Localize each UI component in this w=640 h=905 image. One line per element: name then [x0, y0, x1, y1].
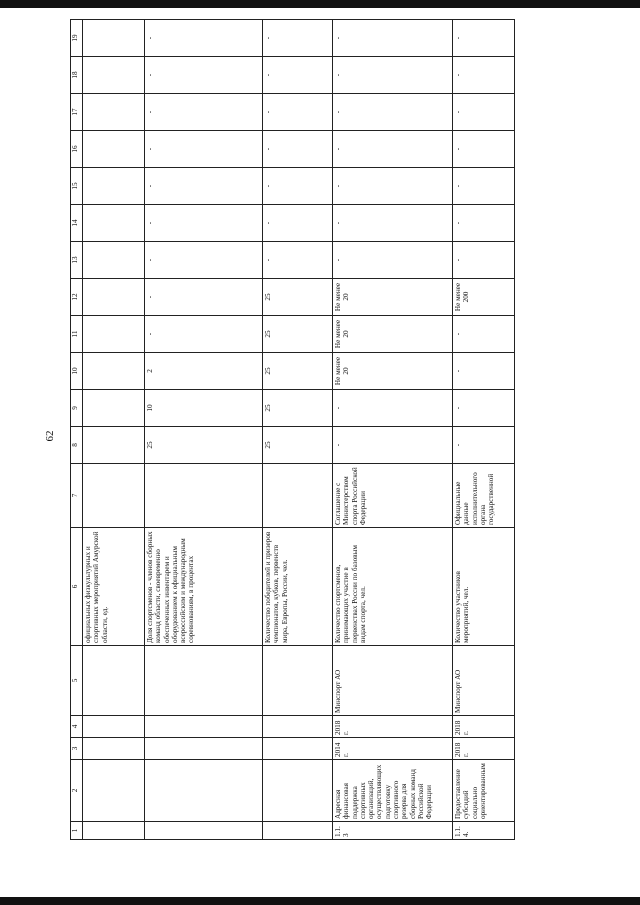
cell-value — [83, 57, 145, 94]
cell-value: - — [333, 390, 453, 427]
cell-value: - — [145, 94, 263, 131]
cell-value: 10 — [145, 390, 263, 427]
cell-value — [83, 427, 145, 464]
cell-value — [83, 20, 145, 57]
cell-value: - — [453, 353, 515, 390]
program-table — [70, 19, 515, 840]
column-number: 16 — [71, 131, 83, 168]
cell-c2 — [145, 760, 263, 822]
cell-value: - — [145, 279, 263, 316]
cell-value: 25 — [263, 316, 333, 353]
cell-value: - — [145, 205, 263, 242]
cell-c3: 2018 г. — [453, 738, 515, 760]
column-number-row — [71, 20, 83, 840]
cell-value: - — [453, 205, 515, 242]
cell-c4 — [263, 716, 333, 738]
cell-value: - — [453, 390, 515, 427]
cell-value — [83, 390, 145, 427]
cell-c7: Официальные данные исполнительного органа государственной — [453, 464, 515, 528]
cell-value: - — [145, 168, 263, 205]
column-number: 8 — [71, 427, 83, 464]
cell-value: Не менее 20 — [333, 353, 453, 390]
cell-value: - — [333, 20, 453, 57]
cell-value: - — [333, 205, 453, 242]
cell-value — [83, 316, 145, 353]
cell-value: - — [453, 57, 515, 94]
cell-value: - — [145, 20, 263, 57]
scan-edge-bottom — [0, 897, 640, 905]
cell-value: - — [333, 427, 453, 464]
cell-value: - — [263, 205, 333, 242]
cell-value: 25 — [263, 279, 333, 316]
cell-value: - — [333, 131, 453, 168]
cell-c6: Количество участников мероприятий, чел. — [453, 528, 515, 646]
column-number: 17 — [71, 94, 83, 131]
cell-value: - — [453, 427, 515, 464]
column-number: 7 — [71, 464, 83, 528]
column-number: 11 — [71, 316, 83, 353]
column-number: 15 — [71, 168, 83, 205]
cell-value: - — [263, 94, 333, 131]
cell-value: 25 — [263, 353, 333, 390]
cell-value: - — [145, 242, 263, 279]
cell-value — [83, 279, 145, 316]
cell-value: - — [453, 316, 515, 353]
scan-edge-top — [0, 0, 640, 8]
cell-c6: Количество спортсменов, принимающих участие в первенствах России по базовым видам спорта, чел. — [333, 528, 453, 646]
cell-value: 25 — [263, 390, 333, 427]
cell-c5 — [263, 646, 333, 716]
table-row — [333, 20, 453, 840]
cell-value: 2 — [145, 353, 263, 390]
column-number: 12 — [71, 279, 83, 316]
table-row — [83, 20, 145, 840]
cell-c3 — [263, 738, 333, 760]
table-row — [263, 20, 333, 840]
column-number: 1 — [71, 822, 83, 840]
cell-value: - — [333, 168, 453, 205]
cell-value: - — [453, 94, 515, 131]
column-number: 3 — [71, 738, 83, 760]
cell-c5 — [145, 646, 263, 716]
cell-value: Не менее 20 — [333, 316, 453, 353]
cell-c1 — [263, 822, 333, 840]
column-number: 4 — [71, 716, 83, 738]
column-number: 14 — [71, 205, 83, 242]
cell-c4 — [145, 716, 263, 738]
cell-value: - — [333, 242, 453, 279]
cell-value: - — [453, 20, 515, 57]
cell-c3: 2014 г. — [333, 738, 453, 760]
cell-c5: Минспорт АО — [333, 646, 453, 716]
cell-value — [83, 353, 145, 390]
cell-value: - — [263, 242, 333, 279]
cell-c4: 2018 г. — [453, 716, 515, 738]
cell-value: - — [453, 242, 515, 279]
cell-value: 25 — [145, 427, 263, 464]
column-number: 10 — [71, 353, 83, 390]
cell-c2 — [263, 760, 333, 822]
cell-value: - — [145, 131, 263, 168]
cell-c3 — [145, 738, 263, 760]
cell-c6: Количество победителей и призеров чемпионатов, кубков, первенств мира, Европы, России, чел. — [263, 528, 333, 646]
cell-value: - — [333, 94, 453, 131]
page-number: 62 — [44, 430, 56, 442]
table-row — [145, 20, 263, 840]
cell-value: - — [145, 57, 263, 94]
column-number: 2 — [71, 760, 83, 822]
cell-value: - — [263, 20, 333, 57]
column-number: 13 — [71, 242, 83, 279]
cell-value — [83, 94, 145, 131]
cell-c2 — [83, 760, 145, 822]
column-number: 18 — [71, 57, 83, 94]
cell-value: Не менее 20 — [333, 279, 453, 316]
cell-value — [83, 242, 145, 279]
column-number: 6 — [71, 528, 83, 646]
cell-value: - — [263, 57, 333, 94]
cell-c2: Адресная финансовая поддержка спортивных организаций, осуществляющих подготовку спортивного резерва для сборных команд Российской Федерации — [333, 760, 453, 822]
cell-c1 — [83, 822, 145, 840]
cell-value — [83, 168, 145, 205]
cell-value: - — [145, 316, 263, 353]
table-row — [453, 20, 515, 840]
cell-c1 — [145, 822, 263, 840]
cell-value: - — [333, 57, 453, 94]
cell-c6: официальных физкультурных и спортивных мероприятий Амурской области, ед. — [83, 528, 145, 646]
cell-c5: Минспорт АО — [453, 646, 515, 716]
cell-c7 — [83, 464, 145, 528]
cell-c6: Доля спортсменов - членов сборных команд области, своевременно обеспеченных инвентарем и оборудованием к официальным всероссийским и международным соревнованиям, в процентах — [145, 528, 263, 646]
cell-value: - — [263, 131, 333, 168]
cell-c1: 1.1.4. — [453, 822, 515, 840]
cell-c4: 2018 г. — [333, 716, 453, 738]
cell-value — [83, 131, 145, 168]
cell-c1: 1.1.3 — [333, 822, 453, 840]
cell-value: - — [263, 168, 333, 205]
cell-c7 — [145, 464, 263, 528]
cell-c3 — [83, 738, 145, 760]
cell-value — [83, 205, 145, 242]
cell-c5 — [83, 646, 145, 716]
table-body — [83, 20, 515, 840]
column-number: 9 — [71, 390, 83, 427]
cell-value: Не менее 200 — [453, 279, 515, 316]
cell-c4 — [83, 716, 145, 738]
cell-c7: Соглашение с Министерством спорта Российской Федерации — [333, 464, 453, 528]
rotated-table-container — [70, 20, 570, 840]
cell-c7 — [263, 464, 333, 528]
cell-value: 25 — [263, 427, 333, 464]
column-number: 5 — [71, 646, 83, 716]
cell-value: - — [453, 131, 515, 168]
cell-c2: Предоставление субсидий социально ориентированным — [453, 760, 515, 822]
column-number: 19 — [71, 20, 83, 57]
cell-value: - — [453, 168, 515, 205]
